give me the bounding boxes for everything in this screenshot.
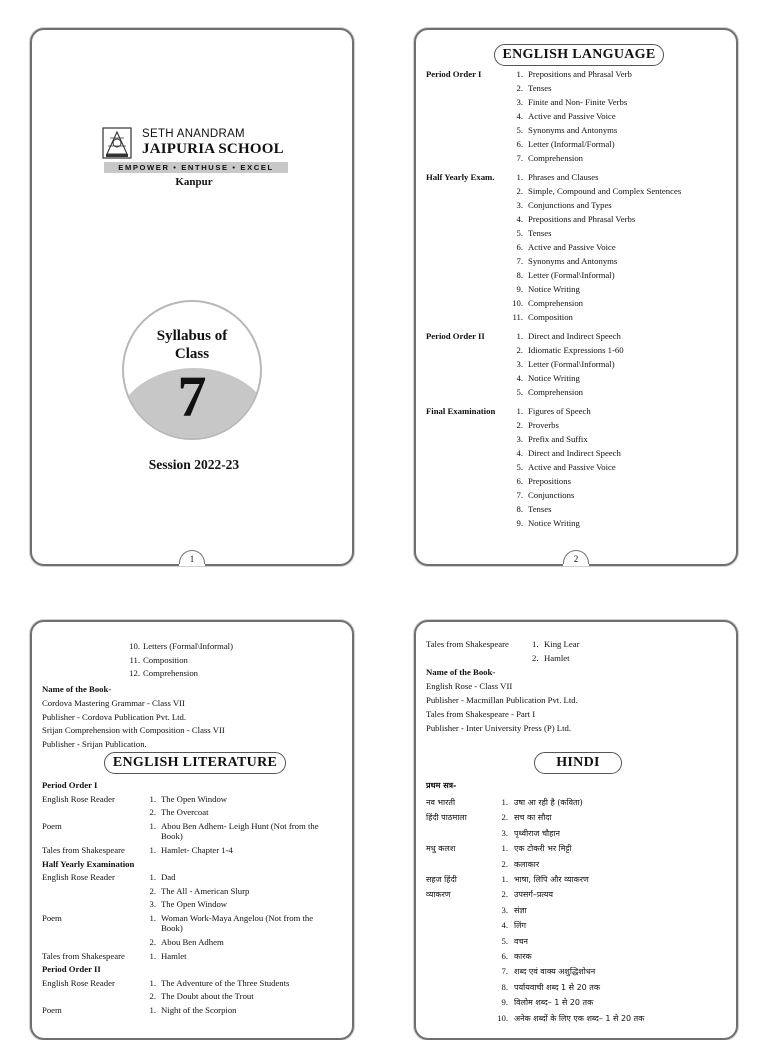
item-number: 10. [497,1012,508,1023]
book-name: व्याकरण [426,890,451,900]
item-number: 9. [516,518,523,528]
item-number: 12. [129,668,140,678]
syllabus-item: शब्द एवं वाक्य अशुद्धिशोधन [514,967,596,977]
syllabus-item: Synonyms and Antonyms [528,125,618,135]
syllabus-item: Woman Work-Maya Angelou (Not from the [161,912,314,923]
school-name-top: SETH ANANDRAM [142,128,245,140]
book-entry: Publisher - Srijan Publication. [42,738,147,749]
book-name: English Rose Reader [42,872,115,883]
syllabus-item: Tenses [528,83,552,93]
item-number: 2. [516,345,523,355]
syllabus-item: Tenses [528,228,552,238]
shakespeare-label: Tales from Shakespeare [426,639,509,649]
page-number [179,550,205,566]
item-number: 7. [516,153,523,163]
syllabus-badge [122,300,262,440]
syllabus-item: Figures of Speech [528,406,591,416]
syllabus-item: उपसर्ग–प्रत्यय [514,890,553,900]
item-number: 2. [501,812,508,823]
cover-page [30,28,354,566]
syllabus-item: पर्यायवाची शब्द 1 से 20 तक [514,982,601,992]
item-number: 6. [501,951,508,961]
period-label: Final Examination [426,406,496,416]
school-name: JAIPURIA SCHOOL [142,141,284,157]
syllabus-item: Comprehension [143,668,199,678]
period-label: Period Order II [42,964,101,975]
book-name: नव भारती [426,798,456,807]
syllabus-item: Comprehension [528,298,584,308]
syllabus-item: सच का सौदा [514,813,552,823]
syllabus-item: लिंग [514,921,526,931]
page-number [563,550,589,566]
item-number: 7. [501,966,508,977]
syllabus-item: Prepositions and Phrasal Verb [528,69,632,79]
syllabus-item: कारक [514,952,532,961]
section-heading: ENGLISH LITERATURE [104,752,286,774]
syllabus-item: एक टोकरी भर मिट्टी [514,844,572,854]
syllabus-item: Hamlet [161,950,187,961]
book-name: Poem [42,912,62,923]
item-number: 1. [149,844,156,855]
item-number: 4. [516,448,523,458]
syllabus-item: Conjunctions and Types [528,200,612,210]
syllabus-item: Direct and Indirect Speech [528,448,621,458]
syllabus-item: Composition [143,654,188,665]
book-name: Poem [42,820,62,831]
book-name: हिंदी पाठमाला [426,813,467,823]
syllabus-item: Conjunctions [528,490,575,500]
item-number: 1. [516,69,523,79]
syllabus-item: विलोम शब्द– 1 से 20 तक [514,998,594,1008]
syllabus-item: वचन [514,936,528,946]
period-label: Period Order I [426,69,482,79]
syllabus-item: Letters (Formal\Informal) [143,641,233,651]
item-number: 8. [516,504,523,514]
book-name: मधु कलश [426,844,456,854]
item-number: 2. [149,991,156,1002]
syllabus-title-line1: Syllabus of [156,328,228,344]
item-number: 3. [516,97,523,107]
item-number: 1. [501,874,508,884]
item-number: 1. [149,912,156,923]
class-number: 7 [177,364,207,429]
syllabus-item: अनेक शब्दों के लिए एक शब्द– 1 से 20 तक [514,1013,645,1023]
syllabus-item-cont: Book) [161,831,183,842]
item-number: 3. [501,904,508,915]
item-number: 2. [516,83,523,93]
syllabus-item: King Lear [544,639,580,649]
item-number: 3. [149,899,156,910]
books-label: Name of the Book- [426,667,496,677]
syllabus-item: Idiomatic Expressions 1-60 [528,345,624,355]
item-number: 1. [501,797,508,807]
syllabus-item: भाषा, लिपि और व्याकरण [514,875,589,884]
item-number: 1. [149,820,156,831]
book-entry: Publisher - Macmillan Publication Pvt. Ltd. [426,695,578,705]
syllabus-item: Prefix and Suffix [528,434,588,444]
item-number: 7. [516,490,523,500]
syllabus-item: Simple, Compound and Complex Sentences [528,186,682,196]
item-number: 4. [516,373,523,383]
syllabus-item: Letter (Informal/Formal) [528,139,615,149]
book-name: English Rose Reader [42,977,115,988]
item-number: 4. [501,920,508,931]
period-label: Period Order I [42,780,98,790]
book-entry: Publisher - Inter University Press (P) Ltd. [426,723,572,733]
syllabus-item: Hamlet- Chapter 1-4 [161,844,233,855]
item-number: 4. [516,214,523,224]
books-label: Name of the Book- [42,684,112,694]
syllabus-item: The All - American Slurp [161,885,250,896]
syllabus-item: Phrases and Clauses [528,172,599,182]
book-entry: Publisher - Cordova Publication Pvt. Ltd. [42,711,187,722]
period-label: Half Yearly Exam. [426,172,495,182]
item-number: 6. [516,242,523,252]
english-literature-page [30,620,354,1040]
syllabus-item: Prepositions [528,476,571,486]
syllabus-item: Abou Ben Adhem- Leigh Hunt (Not from the [161,820,319,831]
syllabus-item: Dad [161,872,176,883]
item-number: 5. [516,125,523,135]
item-number: 1. [149,872,156,883]
item-number: 10. [129,641,140,651]
session-year: Session 2022-23 [148,457,240,472]
syllabus-item: Abou Ben Adhem [161,937,224,947]
syllabus-item: उषा आ रही है (कविता) [514,798,583,807]
syllabus-item: The Overcoat [161,807,209,818]
item-number: 9. [501,997,508,1008]
item-number: 5. [516,228,523,238]
item-number: 2. [532,653,539,663]
book-entry: English Rose - Class VII [426,681,513,691]
item-number: 2. [149,937,156,947]
item-number: 11. [512,312,523,322]
syllabus-item: Letter (Formal\Informal) [528,270,615,280]
syllabus-item: पृथ्वीराज चौहान [514,828,560,838]
item-number: 1. [149,977,156,988]
item-number: 1. [501,843,508,854]
item-number: 1. [532,639,539,649]
item-number: 1. [516,331,523,341]
item-number: 3. [516,359,523,369]
item-number: 8. [501,981,508,992]
syllabus-item: Comprehension [528,153,584,163]
syllabus-item: Comprehension [528,387,584,397]
period-label: Period Order II [426,331,485,341]
book-name: Poem [42,1005,62,1015]
item-number: 4. [516,111,523,121]
item-number: 1. [149,793,156,804]
book-name: सहज हिंदी [426,875,457,884]
syllabus-item: Synonyms and Antonyms [528,256,618,266]
book-name: Tales from Shakespeare [42,950,125,961]
syllabus-item: The Open Window [161,793,228,804]
syllabus-item: Notice Writing [528,373,580,383]
syllabus-item: Active and Passive Voice [528,111,616,121]
item-number: 5. [516,387,523,397]
syllabus-item: Letter (Formal\Informal) [528,359,615,369]
item-number: 1. [516,172,523,182]
syllabus-item: Finite and Non- Finite Verbs [528,97,628,107]
item-number: 2. [516,186,523,196]
school-city: Kanpur [175,176,213,188]
item-number: 6. [516,139,523,149]
syllabus-title-line2: Class [174,346,210,362]
item-number: 5. [501,935,508,946]
syllabus-item: संज्ञा [514,905,527,915]
item-number: 1. [516,406,523,416]
item-number: 3. [501,827,508,838]
syllabus-item: Prepositions and Phrasal Verbs [528,214,636,224]
item-number: 7. [516,256,523,266]
book-name: English Rose Reader [42,793,115,804]
syllabus-item: कलाकार [514,859,540,869]
item-number: 2. [149,807,156,818]
item-number: 2. [149,885,156,896]
item-number: 5. [516,462,523,472]
syllabus-item: Tenses [528,504,552,514]
book-entry: Tales from Shakespeare - Part I [426,709,536,719]
item-number: 9. [516,284,523,294]
hindi-page [414,620,738,1040]
syllabus-item-cont: Book) [161,923,183,934]
item-number: 3. [516,434,523,444]
syllabus-item: Notice Writing [528,518,580,528]
term-label: प्रथम सत्र- [426,781,457,790]
syllabus-item: The Open Window [161,899,228,910]
item-number: 10. [512,298,523,308]
item-number: 11. [129,654,140,665]
book-entry: Cordova Mastering Grammar - Class VII [42,698,185,708]
syllabus-item: Direct and Indirect Speech [528,331,621,341]
item-number: 2. [501,889,508,900]
item-number: 3. [516,200,523,210]
school-motto: EMPOWER • ENTHUSE • EXCEL [104,162,288,173]
book-entry: Srijan Comprehension with Composition - Class VII [42,725,225,735]
item-number: 2. [501,858,508,869]
item-number: 1. [149,1005,156,1015]
syllabus-item: Active and Passive Voice [528,462,616,472]
syllabus-item: Active and Passive Voice [528,242,616,252]
item-number: 8. [516,270,523,280]
syllabus-item: Composition [528,312,573,322]
school-crest-icon [102,126,132,160]
section-heading: HINDI [534,752,622,774]
period-label: Half Yearly Examination [42,858,135,869]
page-number-text: 1 [189,554,195,564]
book-name: Tales from Shakespeare [42,844,125,855]
item-number: 1. [149,950,156,961]
syllabus-item: The Adventure of the Three Students [161,977,290,988]
item-number: 6. [516,476,523,486]
english-language-page [414,28,738,566]
section-heading: ENGLISH LANGUAGE [494,44,664,66]
page-number-text: 2 [573,554,579,564]
syllabus-item: Proverbs [528,420,559,430]
syllabus-item: The Doubt about the Trout [161,991,254,1002]
item-number: 2. [516,420,523,430]
syllabus-item: Hamlet [544,653,570,663]
syllabus-item: Night of the Scorpion [161,1005,237,1015]
syllabus-item: Notice Writing [528,284,580,294]
